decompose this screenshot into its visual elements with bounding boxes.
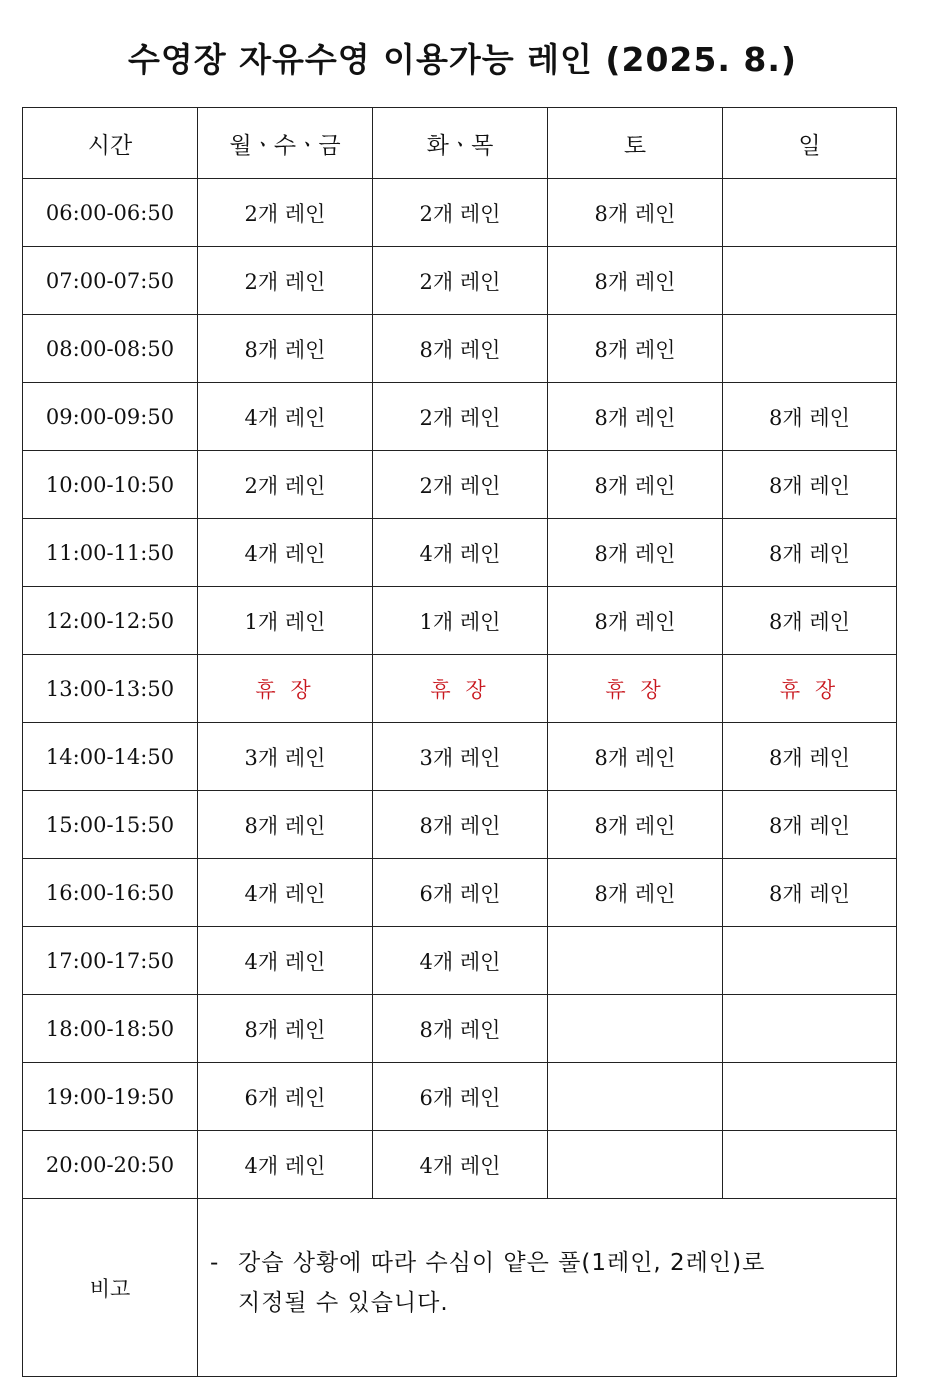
header-sun: 일 bbox=[723, 108, 897, 179]
mon-wed-fri-cell: 8개 레인 bbox=[198, 995, 373, 1063]
mon-wed-fri-cell: 2개 레인 bbox=[198, 451, 373, 519]
sat-cell bbox=[548, 1063, 723, 1131]
sun-cell: 8개 레인 bbox=[723, 859, 897, 927]
sun-cell: 8개 레인 bbox=[723, 587, 897, 655]
mon-wed-fri-cell: 2개 레인 bbox=[198, 247, 373, 315]
table-row bbox=[23, 179, 897, 247]
tue-thu-cell: 4개 레인 bbox=[373, 519, 548, 587]
sun-cell bbox=[723, 995, 897, 1063]
sat-cell: 8개 레인 bbox=[548, 315, 723, 383]
tue-thu-cell: 4개 레인 bbox=[373, 927, 548, 995]
table-row bbox=[23, 859, 897, 927]
table-row bbox=[23, 655, 897, 723]
tue-thu-cell: 4개 레인 bbox=[373, 1131, 548, 1199]
time-cell: 15:00-15:50 bbox=[23, 791, 198, 859]
sun-cell bbox=[723, 247, 897, 315]
sun-cell: 8개 레인 bbox=[723, 383, 897, 451]
sun-cell bbox=[723, 1063, 897, 1131]
sat-cell: 8개 레인 bbox=[548, 723, 723, 791]
sun-cell: 8개 레인 bbox=[723, 791, 897, 859]
header-mon-wed-fri: 월ㆍ수ㆍ금 bbox=[198, 108, 373, 179]
sat-cell: 휴 장 bbox=[548, 655, 723, 723]
time-cell: 13:00-13:50 bbox=[23, 655, 198, 723]
mon-wed-fri-cell: 4개 레인 bbox=[198, 1131, 373, 1199]
mon-wed-fri-cell: 8개 레인 bbox=[198, 315, 373, 383]
time-cell: 17:00-17:50 bbox=[23, 927, 198, 995]
mon-wed-fri-cell: 2개 레인 bbox=[198, 179, 373, 247]
sat-cell: 8개 레인 bbox=[548, 587, 723, 655]
table-row bbox=[23, 995, 897, 1063]
time-cell: 16:00-16:50 bbox=[23, 859, 198, 927]
sat-cell: 8개 레인 bbox=[548, 859, 723, 927]
sun-cell bbox=[723, 1131, 897, 1199]
mon-wed-fri-cell: 4개 레인 bbox=[198, 859, 373, 927]
time-cell: 20:00-20:50 bbox=[23, 1131, 198, 1199]
sat-cell: 8개 레인 bbox=[548, 247, 723, 315]
lane-schedule-table bbox=[22, 107, 897, 1377]
time-cell: 19:00-19:50 bbox=[23, 1063, 198, 1131]
tue-thu-cell: 1개 레인 bbox=[373, 587, 548, 655]
sat-cell: 8개 레인 bbox=[548, 179, 723, 247]
header-sat: 토 bbox=[548, 108, 723, 179]
table-row bbox=[23, 791, 897, 859]
mon-wed-fri-cell: 1개 레인 bbox=[198, 587, 373, 655]
table-row bbox=[23, 927, 897, 995]
tue-thu-cell: 8개 레인 bbox=[373, 791, 548, 859]
tue-thu-cell: 휴 장 bbox=[373, 655, 548, 723]
time-cell: 18:00-18:50 bbox=[23, 995, 198, 1063]
sun-cell: 휴 장 bbox=[723, 655, 897, 723]
note-text-line1: 강습 상황에 따라 수심이 얕은 풀(1레인, 2레인)로 bbox=[238, 1249, 766, 1276]
tue-thu-cell: 2개 레인 bbox=[373, 247, 548, 315]
sat-cell bbox=[548, 927, 723, 995]
time-cell: 08:00-08:50 bbox=[23, 315, 198, 383]
tue-thu-cell: 8개 레인 bbox=[373, 315, 548, 383]
mon-wed-fri-cell: 3개 레인 bbox=[198, 723, 373, 791]
table-row bbox=[23, 315, 897, 383]
mon-wed-fri-cell: 4개 레인 bbox=[198, 383, 373, 451]
sat-cell bbox=[548, 1131, 723, 1199]
note-label: 비고 bbox=[23, 1199, 198, 1377]
table-row bbox=[23, 1131, 897, 1199]
time-cell: 14:00-14:50 bbox=[23, 723, 198, 791]
time-cell: 10:00-10:50 bbox=[23, 451, 198, 519]
time-cell: 09:00-09:50 bbox=[23, 383, 198, 451]
sat-cell: 8개 레인 bbox=[548, 451, 723, 519]
page-title: 수영장 자유수영 이용가능 레인 (2025. 8.) bbox=[128, 40, 797, 79]
note-dash: - bbox=[210, 1249, 219, 1276]
tue-thu-cell: 2개 레인 bbox=[373, 179, 548, 247]
tue-thu-cell: 6개 레인 bbox=[373, 859, 548, 927]
sun-cell bbox=[723, 315, 897, 383]
time-cell: 11:00-11:50 bbox=[23, 519, 198, 587]
sun-cell: 8개 레인 bbox=[723, 723, 897, 791]
note-text-line2: 지정될 수 있습니다. bbox=[238, 1289, 449, 1316]
sun-cell: 8개 레인 bbox=[723, 451, 897, 519]
sun-cell bbox=[723, 927, 897, 995]
time-cell: 12:00-12:50 bbox=[23, 587, 198, 655]
table-row bbox=[23, 519, 897, 587]
mon-wed-fri-cell: 4개 레인 bbox=[198, 927, 373, 995]
table-row bbox=[23, 587, 897, 655]
sat-cell: 8개 레인 bbox=[548, 519, 723, 587]
mon-wed-fri-cell: 4개 레인 bbox=[198, 519, 373, 587]
tue-thu-cell: 2개 레인 bbox=[373, 383, 548, 451]
header-time: 시간 bbox=[23, 108, 198, 179]
sat-cell: 8개 레인 bbox=[548, 383, 723, 451]
tue-thu-cell: 6개 레인 bbox=[373, 1063, 548, 1131]
table-row bbox=[23, 247, 897, 315]
tue-thu-cell: 2개 레인 bbox=[373, 451, 548, 519]
table-row bbox=[23, 451, 897, 519]
mon-wed-fri-cell: 휴 장 bbox=[198, 655, 373, 723]
mon-wed-fri-cell: 6개 레인 bbox=[198, 1063, 373, 1131]
sat-cell bbox=[548, 995, 723, 1063]
time-cell: 07:00-07:50 bbox=[23, 247, 198, 315]
sun-cell bbox=[723, 179, 897, 247]
header-tue-thu: 화ㆍ목 bbox=[373, 108, 548, 179]
mon-wed-fri-cell: 8개 레인 bbox=[198, 791, 373, 859]
tue-thu-cell: 3개 레인 bbox=[373, 723, 548, 791]
tue-thu-cell: 8개 레인 bbox=[373, 995, 548, 1063]
note-row bbox=[23, 1199, 897, 1377]
sun-cell: 8개 레인 bbox=[723, 519, 897, 587]
table-row bbox=[23, 723, 897, 791]
table-row bbox=[23, 383, 897, 451]
sat-cell: 8개 레인 bbox=[548, 791, 723, 859]
table-row bbox=[23, 1063, 897, 1131]
note-content bbox=[198, 1199, 897, 1377]
time-cell: 06:00-06:50 bbox=[23, 179, 198, 247]
header-row bbox=[23, 108, 897, 179]
